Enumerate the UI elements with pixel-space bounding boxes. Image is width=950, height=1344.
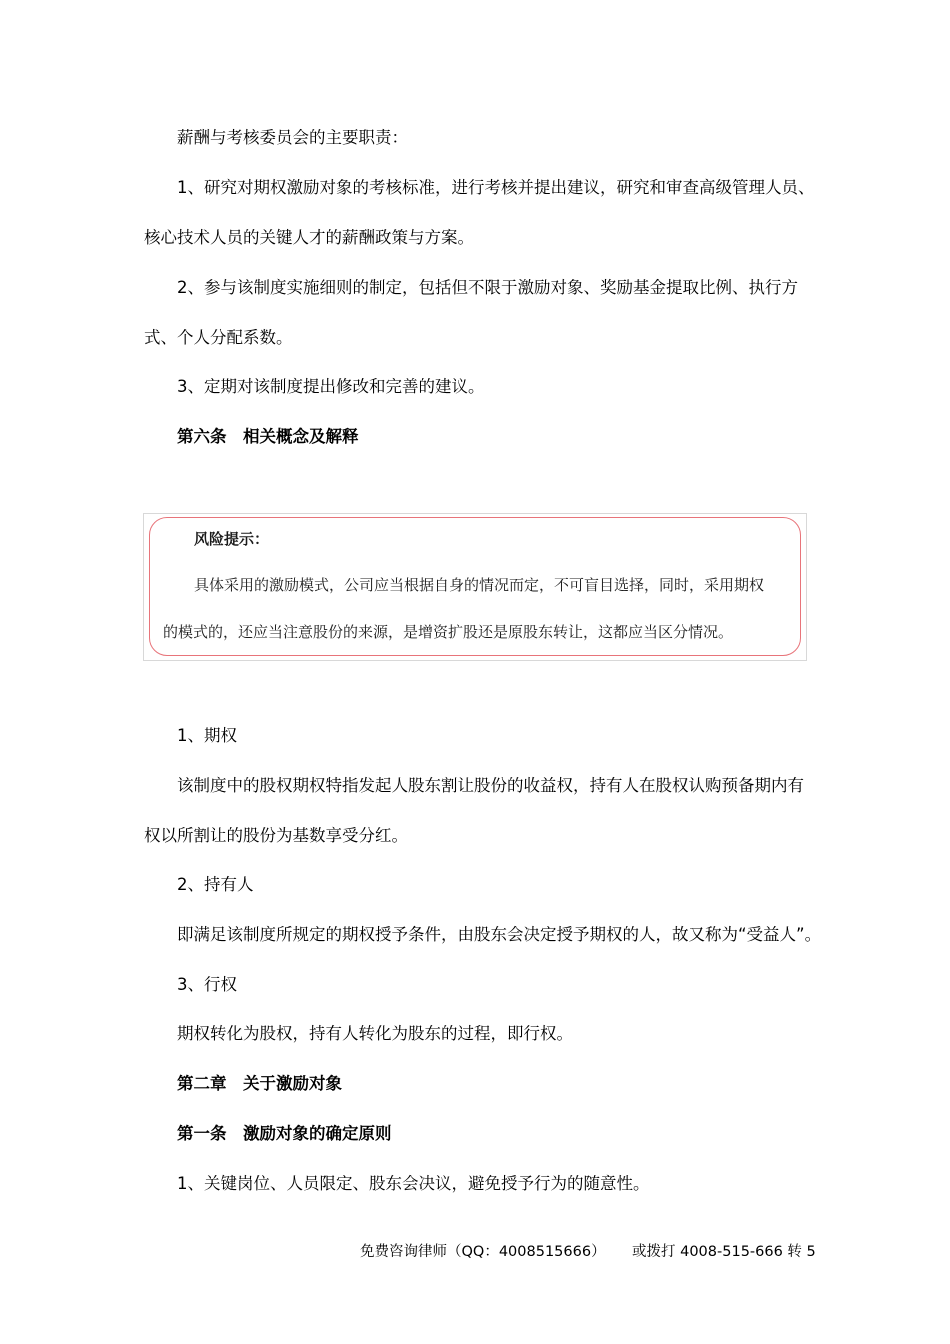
def-3-text: 期权转化为股权，持有人转化为股东的过程，即行权。 (177, 1024, 573, 1043)
def-1-title: 1、期权 (177, 726, 237, 745)
def-3-title: 3、行权 (177, 975, 237, 994)
chapter2-item-1: 1、关键岗位、人员限定、股东会决议，避免授予行为的随意性。 (177, 1174, 650, 1193)
p-duty-2-line1: 2、参与该制度实施细则的制定，包括但不限于激励对象、奖励基金提取比例、执行方 (177, 278, 798, 297)
p-duty-3: 3、定期对该制度提出修改和完善的建议。 (177, 377, 485, 396)
def-1-line2: 权以所割让的股份为基数享受分红。 (144, 826, 408, 845)
p-duty-1-line1: 1、研究对期权激励对象的考核标准，进行考核并提出建议，研究和审查高级管理人员、 (177, 178, 815, 197)
footer-consult: 免费咨询律师（QQ：4008515666） (360, 1244, 606, 1260)
footer-phone: 或拨打 4008-515-666 转 5 (632, 1244, 816, 1260)
def-2-text: 即满足该制度所规定的期权授予条件，由股东会决定授予期权的人，故又称为“受益人”。 (177, 925, 822, 944)
p-duty-2-line2: 式、个人分配系数。 (144, 328, 293, 347)
p-committee-duties: 薪酬与考核委员会的主要职责： (177, 128, 408, 147)
def-2-title: 2、持有人 (177, 875, 254, 894)
risk-notice-box (143, 513, 807, 661)
p-duty-1-line2: 核心技术人员的关键人才的薪酬政策与方案。 (144, 228, 474, 247)
risk-notice-line1: 具体采用的激励模式，公司应当根据自身的情况而定，不可盲目选择，同时，采用期权 (194, 576, 765, 594)
risk-notice-line2: 的模式的，还应当注意股份的来源，是增资扩股还是原股东转让，这都应当区分情况。 (163, 623, 734, 641)
risk-notice-title: 风险提示： (194, 530, 270, 548)
heading-article-6: 第六条 相关概念及解释 (177, 427, 359, 446)
def-1-line1: 该制度中的股权期权特指发起人股东割让股份的收益权，持有人在股权认购预备期内有 (177, 776, 804, 795)
heading-chapter-2: 第二章 关于激励对象 (177, 1074, 342, 1093)
heading-chapter2-article-1: 第一条 激励对象的确定原则 (177, 1124, 392, 1143)
